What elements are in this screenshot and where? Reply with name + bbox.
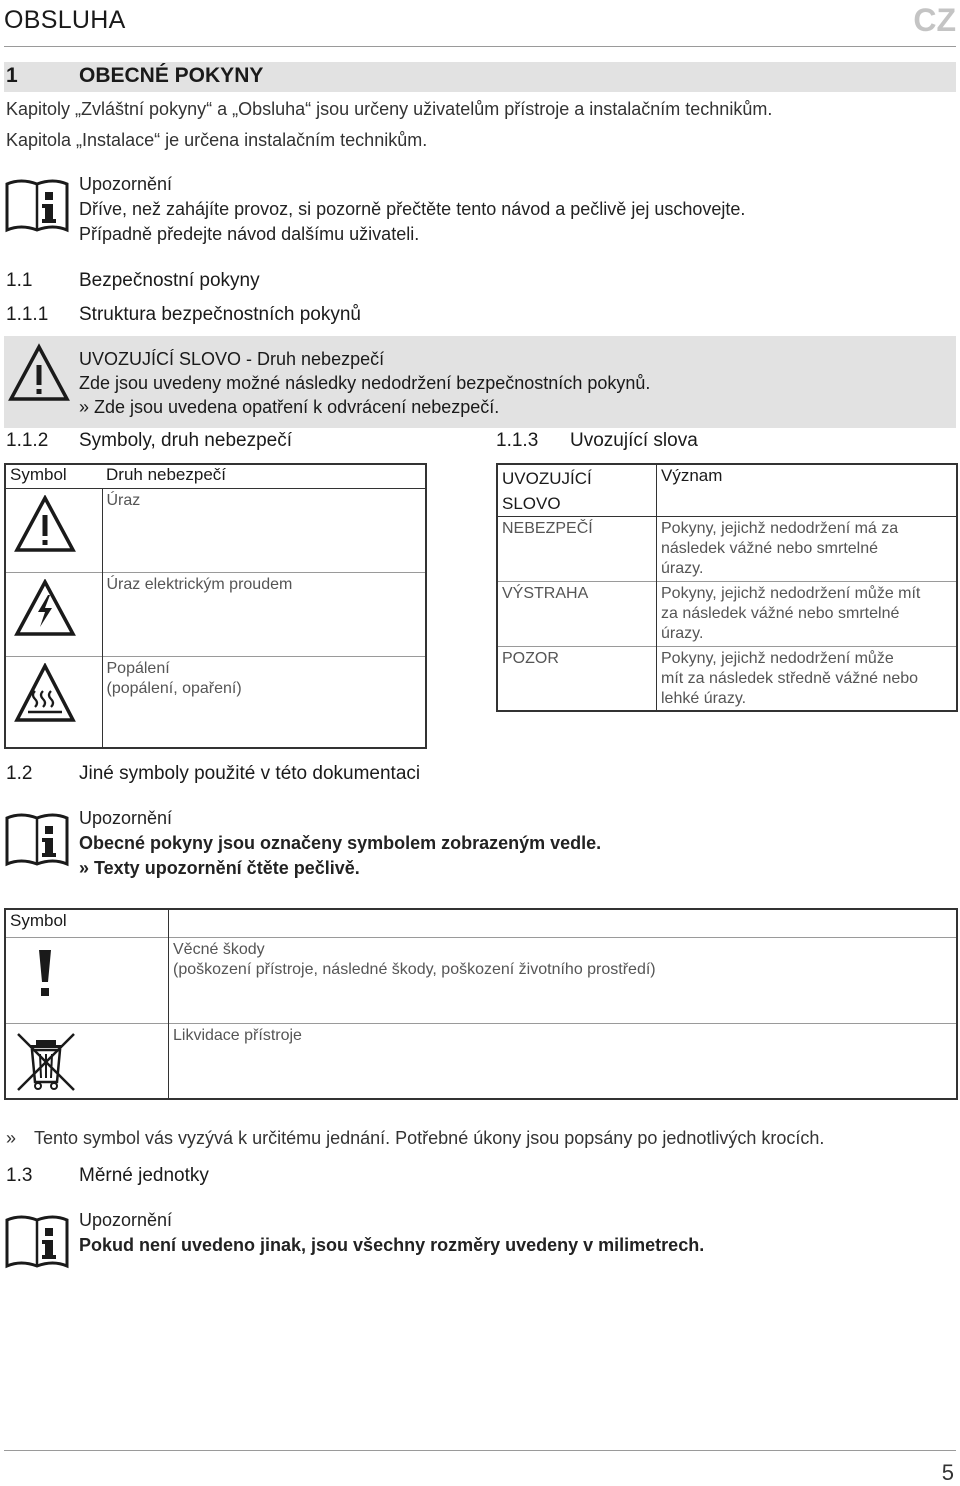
manual-info-icon xyxy=(4,176,70,234)
column-header: Význam xyxy=(657,464,958,517)
action-explanation: Tento symbol vás vyzývá k určitému jednání. Potřebné úkony jsou popsány po jednotlivých krocích. xyxy=(34,1128,825,1148)
signal-meaning xyxy=(657,647,958,711)
subsection-title: Symboly, druh nebezpečí xyxy=(79,430,292,451)
meaning-line: mít za následek středně vážné nebo xyxy=(661,670,919,687)
note-block-1 xyxy=(79,172,745,247)
note-line: Případně předejte návod dalšímu uživateli. xyxy=(79,224,420,244)
subsection-number: 1.1.2 xyxy=(6,430,49,451)
hot-surface-icon xyxy=(5,656,102,748)
document-symbols-table xyxy=(4,908,958,1100)
hazard-type-line: Popálení xyxy=(106,659,170,677)
subsection-title: Bezpečnostní pokyny xyxy=(79,270,260,291)
warning-triangle-icon xyxy=(8,343,70,403)
subsection-title: Struktura bezpečnostních pokynů xyxy=(79,304,362,325)
intro-paragraph-2: Kapitola „Instalace“ je určena instalačním technikům. xyxy=(6,130,428,150)
signal-meaning xyxy=(657,517,958,582)
hazard-symbols-table xyxy=(4,463,427,749)
manual-info-icon xyxy=(4,1212,70,1270)
header-divider xyxy=(4,46,956,47)
signal-word: VÝSTRAHA xyxy=(497,582,657,647)
signal-word: POZOR xyxy=(497,647,657,711)
column-header xyxy=(497,464,657,517)
warning-consequence-line: Zde jsou uvedeny možné následky nedodržení bezpečnostních pokynů. xyxy=(79,373,651,393)
meaning-line: úrazy. xyxy=(661,625,704,642)
signal-words-table xyxy=(496,463,958,712)
note-line: Obecné pokyny jsou označeny symbolem zobrazeným vedle. xyxy=(79,833,602,853)
crossed-bin-icon xyxy=(5,1023,169,1099)
note-line: Pokud není uvedeno jinak, jsou všechny rozměry uvedeny v milimetrech. xyxy=(79,1235,705,1255)
table-row xyxy=(5,1023,957,1099)
table-row xyxy=(497,647,957,711)
page-header-title: OBSLUHA xyxy=(4,6,126,34)
note-title: Upozornění xyxy=(79,808,173,828)
hazard-type: Úraz xyxy=(106,491,141,509)
meaning-line: úrazy. xyxy=(661,560,704,577)
column-header-line: UVOZUJÍCÍ xyxy=(502,469,592,488)
note-line: » Texty upozornění čtěte pečlivě. xyxy=(79,858,360,878)
section-title: OBECNÉ POKYNY xyxy=(79,64,264,87)
subsection-number: 1.3 xyxy=(6,1165,33,1186)
meaning-line: následek vážné nebo smrtelné xyxy=(661,540,879,557)
note-title: Upozornění xyxy=(79,174,173,194)
note-title: Upozornění xyxy=(79,1210,173,1230)
table-row xyxy=(5,572,426,656)
column-header: Symbol xyxy=(5,464,102,488)
column-header: Druh nebezpečí xyxy=(102,464,426,488)
subsection-number: 1.1.1 xyxy=(6,304,49,325)
column-header-empty xyxy=(169,909,958,937)
subsection-number: 1.2 xyxy=(6,763,33,784)
table-row xyxy=(5,937,957,1023)
hazard-type xyxy=(102,656,426,748)
note-block-3 xyxy=(79,1208,704,1258)
warning-signal-line: UVOZUJÍCÍ SLOVO - Druh nebezpečí xyxy=(79,349,385,369)
meaning-line: Pokyny, jejichž nedodržení může mít xyxy=(661,585,921,602)
table-row xyxy=(497,582,957,647)
hazard-warning-icon xyxy=(5,488,102,572)
intro-paragraph-1: Kapitoly „Zvláštní pokyny“ a „Obsluha“ jsou určeny uživatelům přístroje a instalačním technikům. xyxy=(6,99,773,119)
action-marker: » xyxy=(6,1128,17,1148)
meaning-line: za následek vážné nebo smrtelné xyxy=(661,605,900,622)
meaning-line: lehké úrazy. xyxy=(661,690,747,707)
table-row xyxy=(5,656,426,748)
description-line: (poškození přístroje, následné škody, poškození životního prostředí) xyxy=(173,960,656,978)
symbol-description xyxy=(169,937,958,1023)
footer-divider xyxy=(4,1450,956,1451)
symbol-description: Likvidace přístroje xyxy=(169,1023,958,1099)
note-block-2 xyxy=(79,806,601,881)
page-number: 5 xyxy=(941,1460,954,1485)
column-header-line: SLOVO xyxy=(502,494,561,513)
subsection-title: Jiné symboly použité v této dokumentaci xyxy=(79,763,421,784)
language-code: CZ xyxy=(913,2,956,38)
column-header: Symbol xyxy=(5,909,169,937)
table-row xyxy=(497,517,957,582)
manual-info-icon xyxy=(4,810,70,868)
section-number: 1 xyxy=(6,64,18,87)
subsection-number: 1.1.3 xyxy=(496,430,539,451)
note-line: Dříve, než zahájíte provoz, si pozorně přečtěte tento návod a pečlivě jej uschovejte. xyxy=(79,199,746,219)
signal-meaning xyxy=(657,582,958,647)
warning-action-line: » Zde jsou uvedena opatření k odvrácení nebezpečí. xyxy=(79,397,500,417)
subsection-title: Uvozující slova xyxy=(570,430,698,451)
description-line: Věcné škody xyxy=(173,940,265,958)
subsection-number: 1.1 xyxy=(6,270,33,291)
meaning-line: Pokyny, jejichž nedodržení může xyxy=(661,650,894,667)
table-row xyxy=(5,488,426,572)
subsection-title: Měrné jednotky xyxy=(79,1165,209,1186)
electric-shock-icon xyxy=(5,572,102,656)
safety-warning-text xyxy=(79,347,650,419)
exclamation-icon xyxy=(5,937,169,1023)
meaning-line: Pokyny, jejichž nedodržení má za xyxy=(661,520,899,537)
hazard-type: Úraz elektrickým proudem xyxy=(102,572,426,656)
hazard-type-line: (popálení, opaření) xyxy=(106,679,242,697)
signal-word: NEBEZPEČÍ xyxy=(497,517,657,582)
